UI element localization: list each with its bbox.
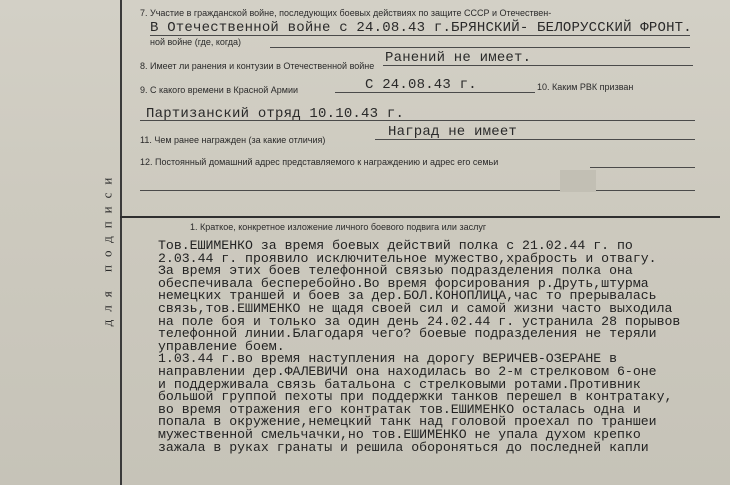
q11-label: 11. Чем ранее награжден (за какие отличия) <box>140 135 326 145</box>
q7-label-cont: ной войне (где, когда) <box>150 37 242 47</box>
narrative-line: телефонной линии.Благодаря чего? боевые подразделения не теряли <box>158 326 657 342</box>
narrative-text <box>158 240 718 454</box>
narrative-line: во время отражения его контратак тов.ЕШИМЕНКО осталась одна и <box>158 401 641 417</box>
narrative-line: За время этих боев телефонной связью подразделения полка она <box>158 263 633 279</box>
narrative-line: 1.03.44 г.во время наступления на дорогу ВЕРИЧЕВ-ОЗЕРАНЕ в <box>158 351 617 367</box>
q11-answer-line <box>375 139 695 140</box>
narrative-line: на поле боя и только за один день 24.02.44 г. устранила 28 порывов <box>158 313 681 329</box>
q9-answer-line <box>335 92 535 93</box>
signature-margin-label-box <box>96 140 118 355</box>
q7-answer: В Отечественной войне с 24.08.43 г.БРЯНСКИЙ- БЕЛОРУССКИЙ ФРОНТ. <box>150 20 692 36</box>
narrative-line: обеспечивала бесперебойно.Во время форсирования р.Друть,штурма <box>158 275 649 291</box>
narrative-line: связь,тов.ЕШИМЕНКО не щадя своей сил и самой жизни часто выходила <box>158 300 673 316</box>
redaction-patch <box>560 170 596 192</box>
q12-label: 12. Постоянный домашний адрес представляемого к награждению и адрес его семьи <box>140 157 499 167</box>
narrative-line: управление боем. <box>158 338 285 354</box>
narrative-line: Тов.ЕШИМЕНКО за время боевых действий полка с 21.02.44 г. по <box>158 238 633 253</box>
section-divider <box>120 216 720 218</box>
narrative-line: мужественной смельчачки,но тов.ЕШИМЕНКО не упала духом крепко <box>158 426 641 442</box>
narrative-line: и поддерживала связь батальона с стрелковыми ротами.Противник <box>158 376 641 392</box>
narrative-line: зажала в руках гранаты и решила обороняться до последней капли <box>158 439 649 455</box>
narrative-line: большой группой пехоты при поддержки танков перешел в контратаку, <box>158 389 673 405</box>
q9-label: 9. С какого времени в Красной Армии <box>140 85 299 95</box>
narrative-line: направлении дер.ФАЛЕВИЧИ она находилась во 2-м стрелковом 6-оне <box>158 363 657 379</box>
q7-answer-line <box>150 35 690 36</box>
q8-answer-line <box>383 65 693 66</box>
q8-label: 8. Имеет ли ранения и контузии в Отечественной войне <box>140 61 375 71</box>
narrative-line: попала в окружение,немецкий танк над головой проехал по траншеи <box>158 414 657 430</box>
q9-answer: С 24.08.43 г. <box>365 77 477 93</box>
q10-answer: Партизанский отряд 10.10.43 г. <box>146 106 405 122</box>
q7-line-2 <box>270 47 690 48</box>
section-title: 1. Краткое, конкретное изложение личного боевого подвига или заслуг <box>190 222 487 232</box>
q12-line-1 <box>590 167 695 168</box>
narrative-line: немецких траншей и боев за дер.БОЛ.КОНОПЛИЦА,час то прерывалась <box>158 288 657 304</box>
q11-answer: Наград не имеет <box>388 124 518 140</box>
narrative-line: 2.03.44 г. проявило исключительное мужество,храбрость и отвагу. <box>158 250 657 266</box>
q7-label: 7. Участие в гражданской войне, последующих боевых действиях по защите СССР и Отечествен- <box>140 8 552 18</box>
signature-margin-label: для подписи <box>99 169 115 326</box>
q10-label: 10. Каким РВК призван <box>537 82 634 92</box>
q10-answer-line <box>140 120 695 121</box>
q12-line-2 <box>140 190 695 191</box>
q8-answer: Ранений не имеет. <box>385 50 532 66</box>
